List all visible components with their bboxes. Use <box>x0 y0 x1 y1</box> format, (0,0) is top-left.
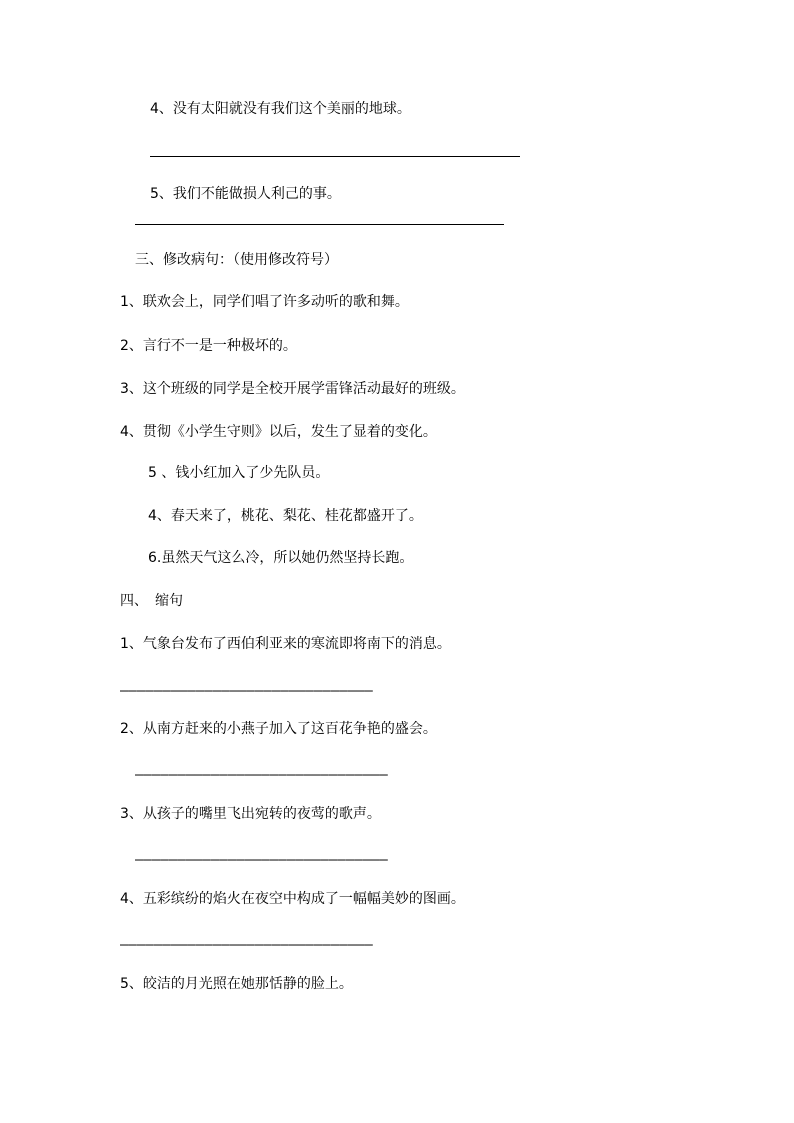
section-3-item: 3、这个班级的同学是全校开展学雷锋活动最好的班级。 <box>120 381 465 397</box>
section-4-item: 2、从南方赶来的小燕子加入了这百花争艳的盛会。 <box>120 721 437 737</box>
section-3-heading: 三、修改病句：（使用修改符号） <box>135 252 338 268</box>
section-4-item: 3、从孩子的嘴里飞出宛转的夜莺的歌声。 <box>120 806 381 822</box>
dashed-answer-line: —————————————————————————————— <box>120 683 373 699</box>
section-3-item: 4、春天来了，桃花、梨花、桂花都盛开了。 <box>148 508 423 524</box>
section-4-item: 4、五彩缤纷的焰火在夜空中构成了一幅幅美妙的图画。 <box>120 891 465 907</box>
section-3-item: 4、贯彻《小学生守则》以后，发生了显着的变化。 <box>120 424 437 440</box>
item-4-text: 4、没有太阳就没有我们这个美丽的地球。 <box>150 101 411 117</box>
dashed-answer-line: —————————————————————————————— <box>135 852 388 868</box>
dashed-answer-line: —————————————————————————————— <box>135 767 388 783</box>
answer-line <box>150 156 520 157</box>
section-3-item: 5 、钱小红加入了少先队员。 <box>148 465 330 481</box>
section-3-item: 6.虽然天气这么冷，所以她仍然坚持长跑。 <box>148 550 414 566</box>
dashed-answer-line: —————————————————————————————— <box>120 937 373 953</box>
section-4-item: 1、气象台发布了西伯利亚来的寒流即将南下的消息。 <box>120 636 451 652</box>
section-3-item: 1、联欢会上，同学们唱了许多动听的歌和舞。 <box>120 294 409 310</box>
section-4-item: 5、皎洁的月光照在她那恬静的脸上。 <box>120 976 353 992</box>
answer-line <box>135 224 504 225</box>
section-3-item: 2、言行不一是一种极坏的。 <box>120 338 297 354</box>
item-5-text: 5、我们不能做损人利己的事。 <box>150 186 341 202</box>
section-4-heading: 四、 缩句 <box>120 593 183 609</box>
